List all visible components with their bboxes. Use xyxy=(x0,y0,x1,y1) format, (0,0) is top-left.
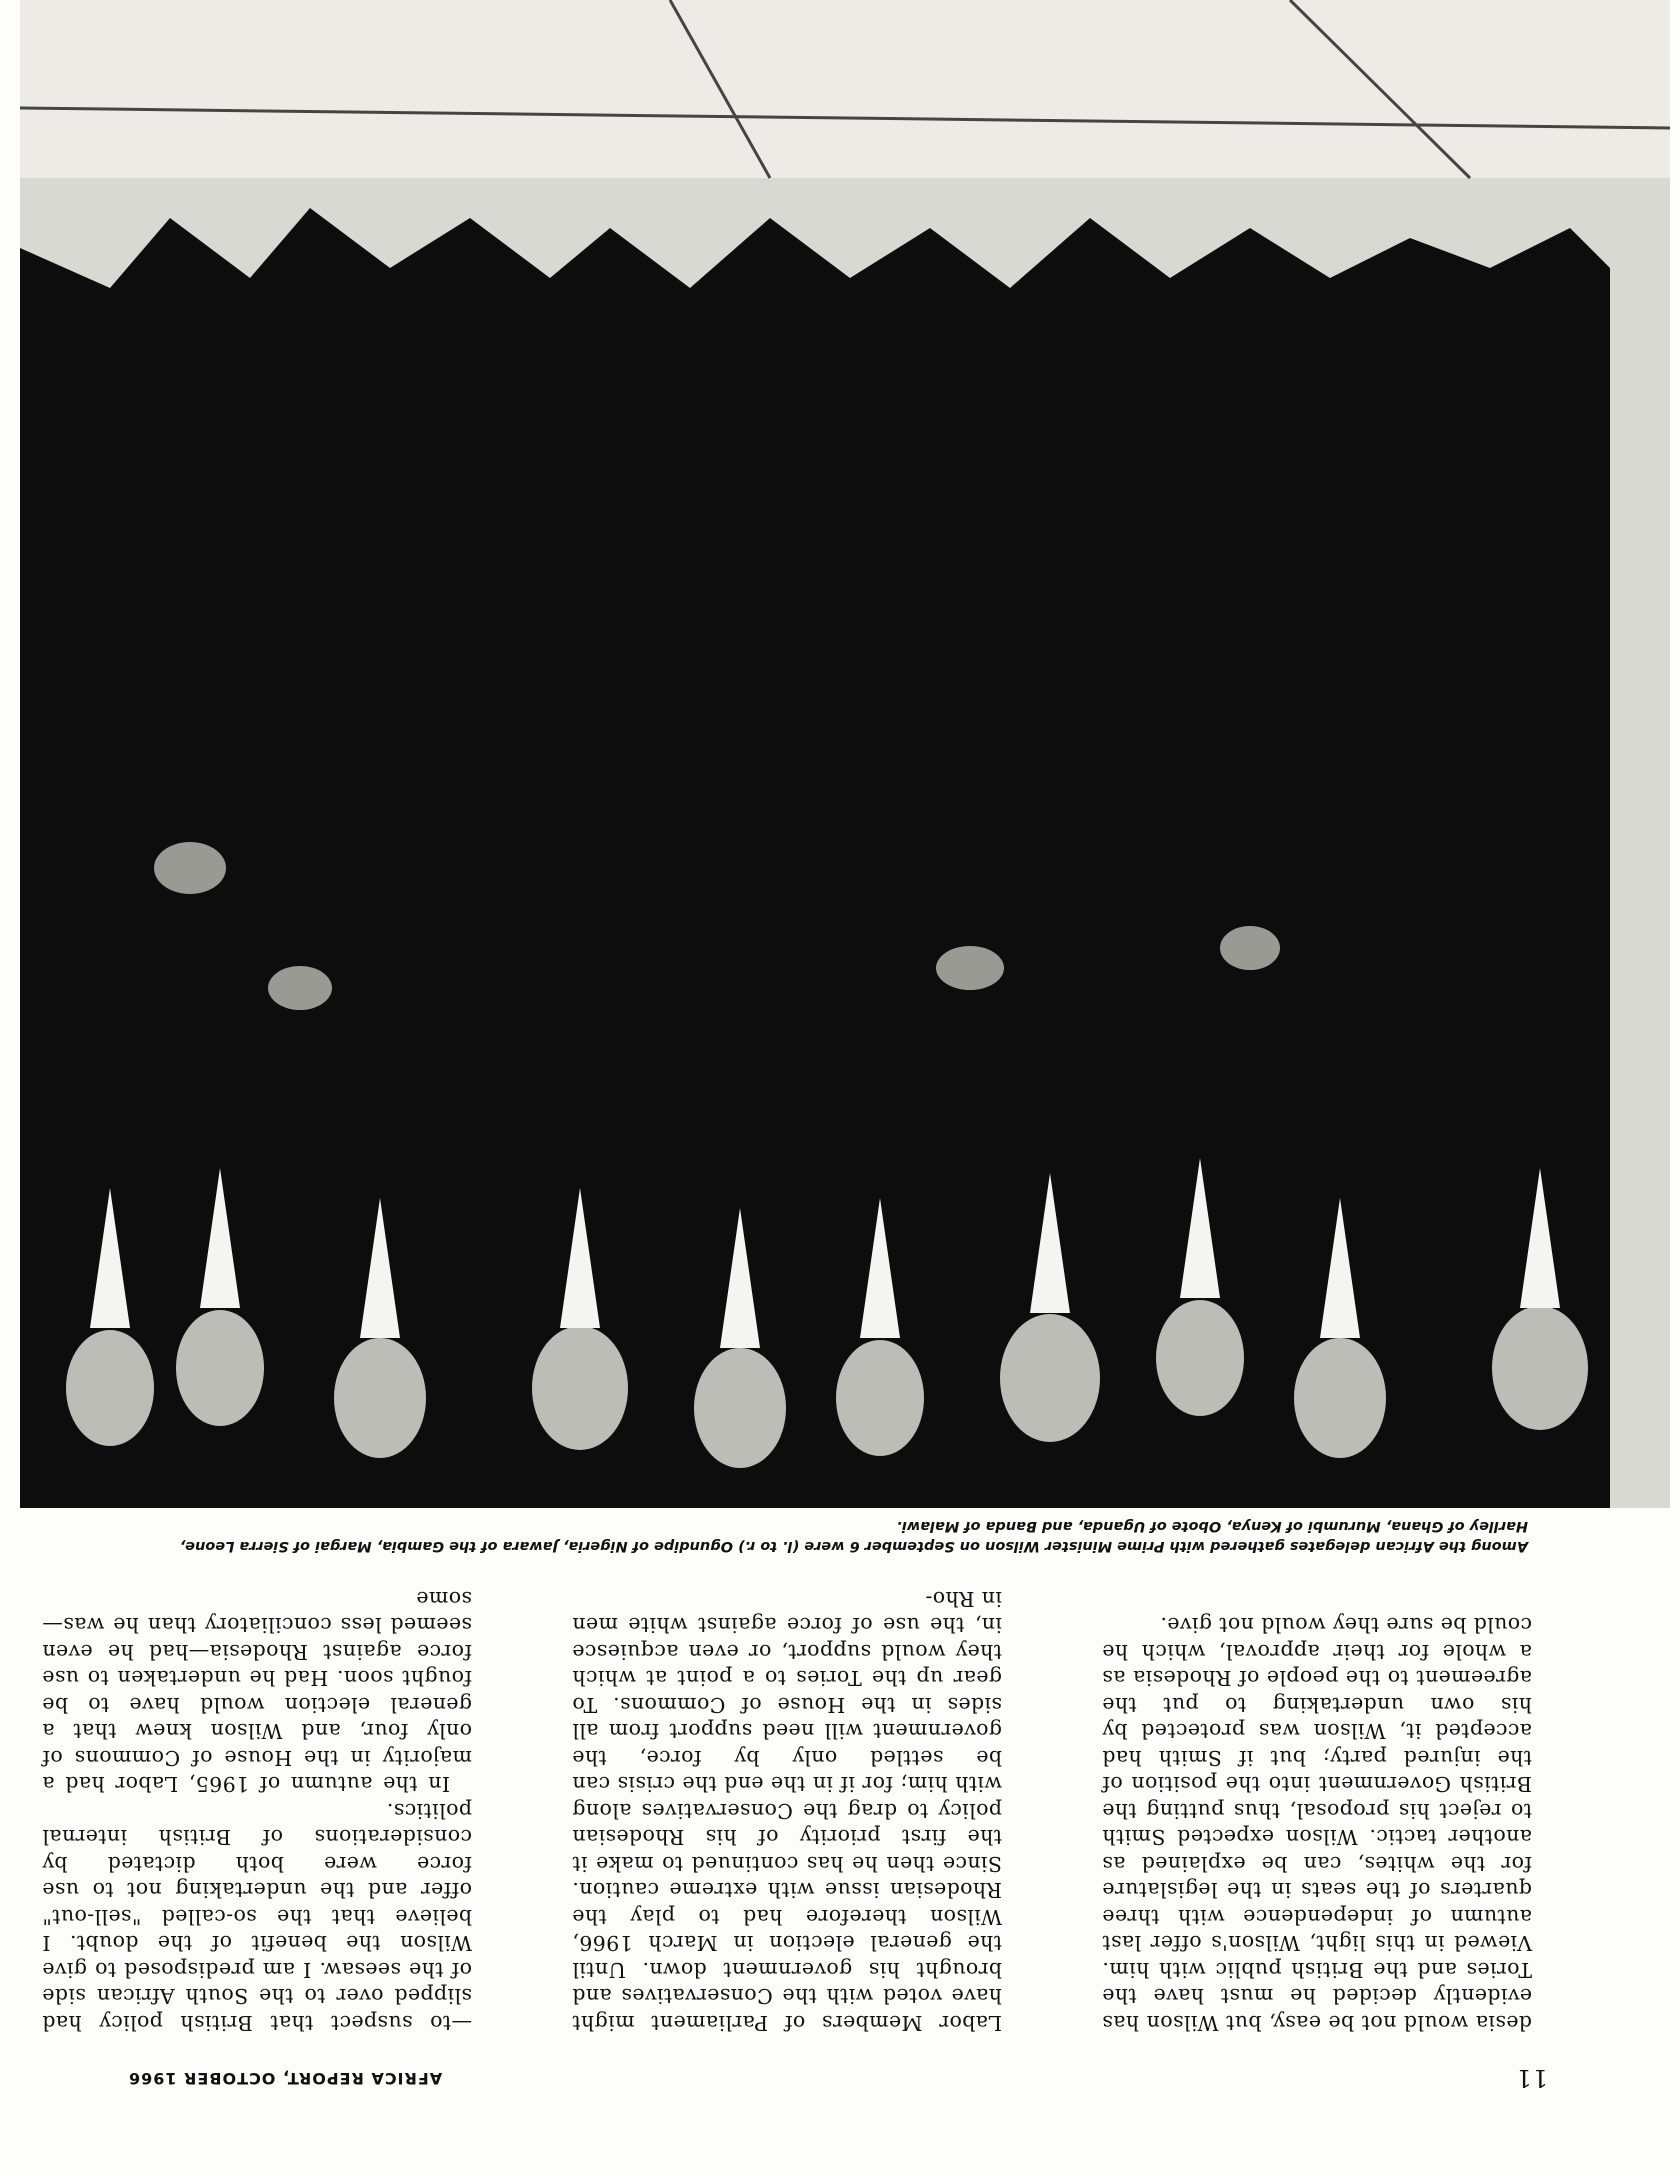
paragraph: desia would not be easy, but Wilson has evidently decided he must have the Tories and the British public with him. Viewed in this light, Wilson's offer last autumn of independence with three quarters of the seats in the legislature for the whites, can be explained as another tactic. Wilson expected Smith to reject his proposal, thus putting the British Government into the position of the injured party; but if Smith had accepted it, Wilson was protected by his own undertaking to put the agreement to the people of Rhodesia as a whole for their approval, which he could be sure they would not give. xyxy=(1102,1613,1532,2035)
group-photo-image xyxy=(20,0,1670,1508)
group-photo xyxy=(20,0,1670,1508)
running-head: AFRICA REPORT, OCTOBER 1966 xyxy=(128,2069,443,2088)
paragraph: In the autumn of 1965, Labor had a majority in the House of Commons of only four, and Wilson knew that a general election would have to be fought soon. Had he undertaken to use force against Rhodesia—had he even seemed less conciliatory than he was—some xyxy=(42,1587,472,1797)
photo-caption-text: Among the African delegates gathered with Prime Minister Wilson on September 6 were (l. to r.) Ogundipe of Nigeria, Jawara of the Gambia, Margai of Sierra Leone, Harlley of Ghana, Murumbi of Kenya, Obote of Uganda, and Banda of Malawi. xyxy=(179,1518,1528,1554)
page-header xyxy=(128,2062,1548,2092)
page-number: 11 xyxy=(1515,2064,1548,2092)
article-column-2 xyxy=(572,1586,1002,2037)
paragraph: Labor Members of Parliament might have voted with the Conservatives and brought his government down. Until the general election in March 1966, Wilson therefore had to play the Rhodesian issue with extreme caution. Since then he has continued to make it the first priority of his Rhodesian policy to drag the Conservatives along with him; for if in the end the crisis can be settled only by force, the government will need support from all sides in the House of Commons. To gear up the Tories to a point at which they would support, or even acquiesce in, the use of force against white men in Rho- xyxy=(572,1587,1002,2035)
paragraph: —to suspect that British policy had slipped over to the South African side of the seesaw. I am predisposed to give Wilson the benefit of the doubt. I believe that the so-called "sell-out" offer and the undertaking not to use force were both dictated by considerations of British internal politics. xyxy=(42,1799,472,2035)
article-column-1 xyxy=(42,1586,472,2037)
article-column-3 xyxy=(1102,1612,1532,2036)
photo-caption xyxy=(128,1516,1528,1556)
